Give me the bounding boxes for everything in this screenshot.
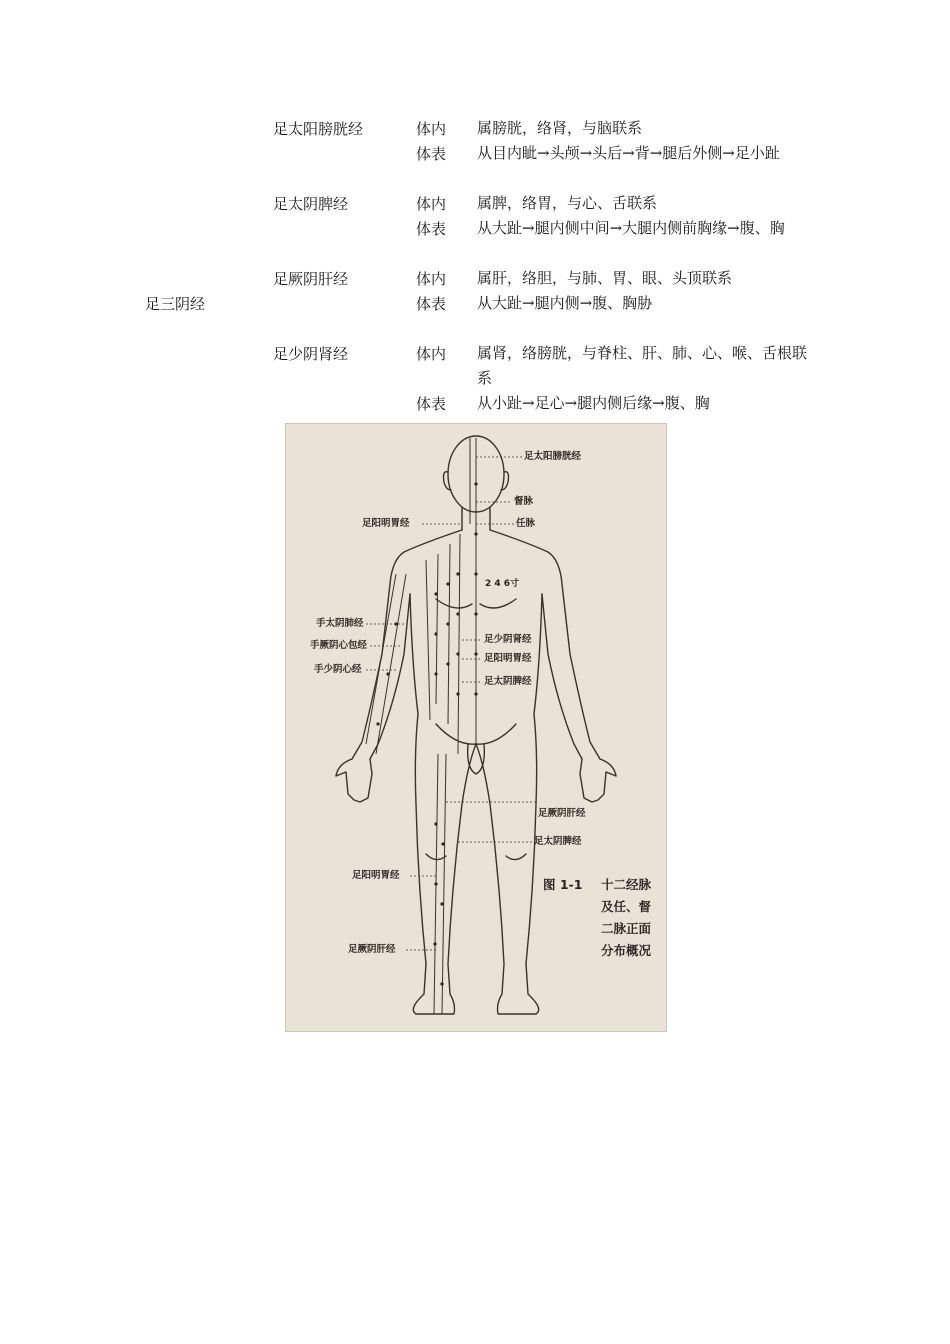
figure-label: 足太阴脾经 — [484, 676, 532, 687]
figure-label: 足太阴脾经 — [534, 836, 582, 847]
caption-line: 二脉正面 — [601, 921, 652, 936]
figure-label: 手少阴心经 — [314, 664, 362, 675]
figure-label: 手厥阴心包经 — [310, 640, 368, 651]
figure-label: 足厥阴肝经 — [538, 808, 586, 819]
meridian-name: 足厥阴肝经 — [273, 270, 349, 288]
ruler-marks: 2 4 6寸 — [485, 579, 520, 589]
location-label: 体内 — [416, 345, 447, 363]
location-label: 体内 — [416, 195, 447, 213]
figure-label: 任脉 — [516, 518, 536, 529]
figure-label: 足厥阴肝经 — [348, 944, 396, 955]
meridian-description: 属肾，络膀胱，与脊柱、肝、肺、心、喉、舌根联系 — [477, 344, 808, 387]
location-label: 体表 — [416, 145, 447, 163]
figure-label: 手太阴肺经 — [316, 618, 364, 629]
meridian-description: 属脾，络胃，与心、舌联系 — [477, 194, 658, 212]
location-label: 体表 — [416, 395, 447, 413]
meridian-description: 从小趾→足心→腿内侧后缘→腹、胸 — [477, 394, 710, 412]
meridian-description: 从大趾→腿内侧中间→大腿内侧前胸缘→腹、胸 — [477, 219, 785, 237]
meridian-description: 属膀胱，络肾，与脑联系 — [477, 119, 643, 137]
figure-label: 足太阳膀胱经 — [524, 451, 582, 462]
figure-label: 足阳明胃经 — [362, 518, 410, 529]
meridian-name: 足太阳膀胱经 — [273, 120, 364, 138]
figure-label: 足少阴肾经 — [484, 634, 532, 645]
caption-line: 分布概况 — [601, 943, 652, 958]
figure-caption — [543, 874, 652, 958]
meridian-description: 属肝，络胆，与肺、胃、眼、头顶联系 — [477, 269, 733, 287]
meridian-name: 足少阴肾经 — [273, 345, 349, 363]
location-label: 体内 — [416, 270, 447, 288]
figure-label: 足阳明胃经 — [352, 870, 400, 881]
meridian-description: 从大趾→腿内侧→腹、胸胁 — [477, 294, 653, 312]
location-label: 体表 — [416, 295, 447, 313]
caption-line: 及任、督 — [601, 899, 652, 914]
meridian-description: 从目内眦→头颅→头后→背→腿后外侧→足小趾 — [477, 144, 780, 162]
meridian-name: 足太阴脾经 — [273, 195, 349, 213]
figure-label: 足阳明胃经 — [484, 653, 532, 664]
location-label: 体内 — [416, 120, 447, 138]
location-label: 体表 — [416, 220, 447, 238]
figure-label: 督脉 — [514, 496, 534, 507]
group-label: 足三阴经 — [145, 295, 206, 313]
meridian-figure — [285, 423, 667, 1032]
caption-number: 图 1-1 — [543, 877, 583, 892]
caption-line: 十二经脉 — [601, 877, 652, 892]
